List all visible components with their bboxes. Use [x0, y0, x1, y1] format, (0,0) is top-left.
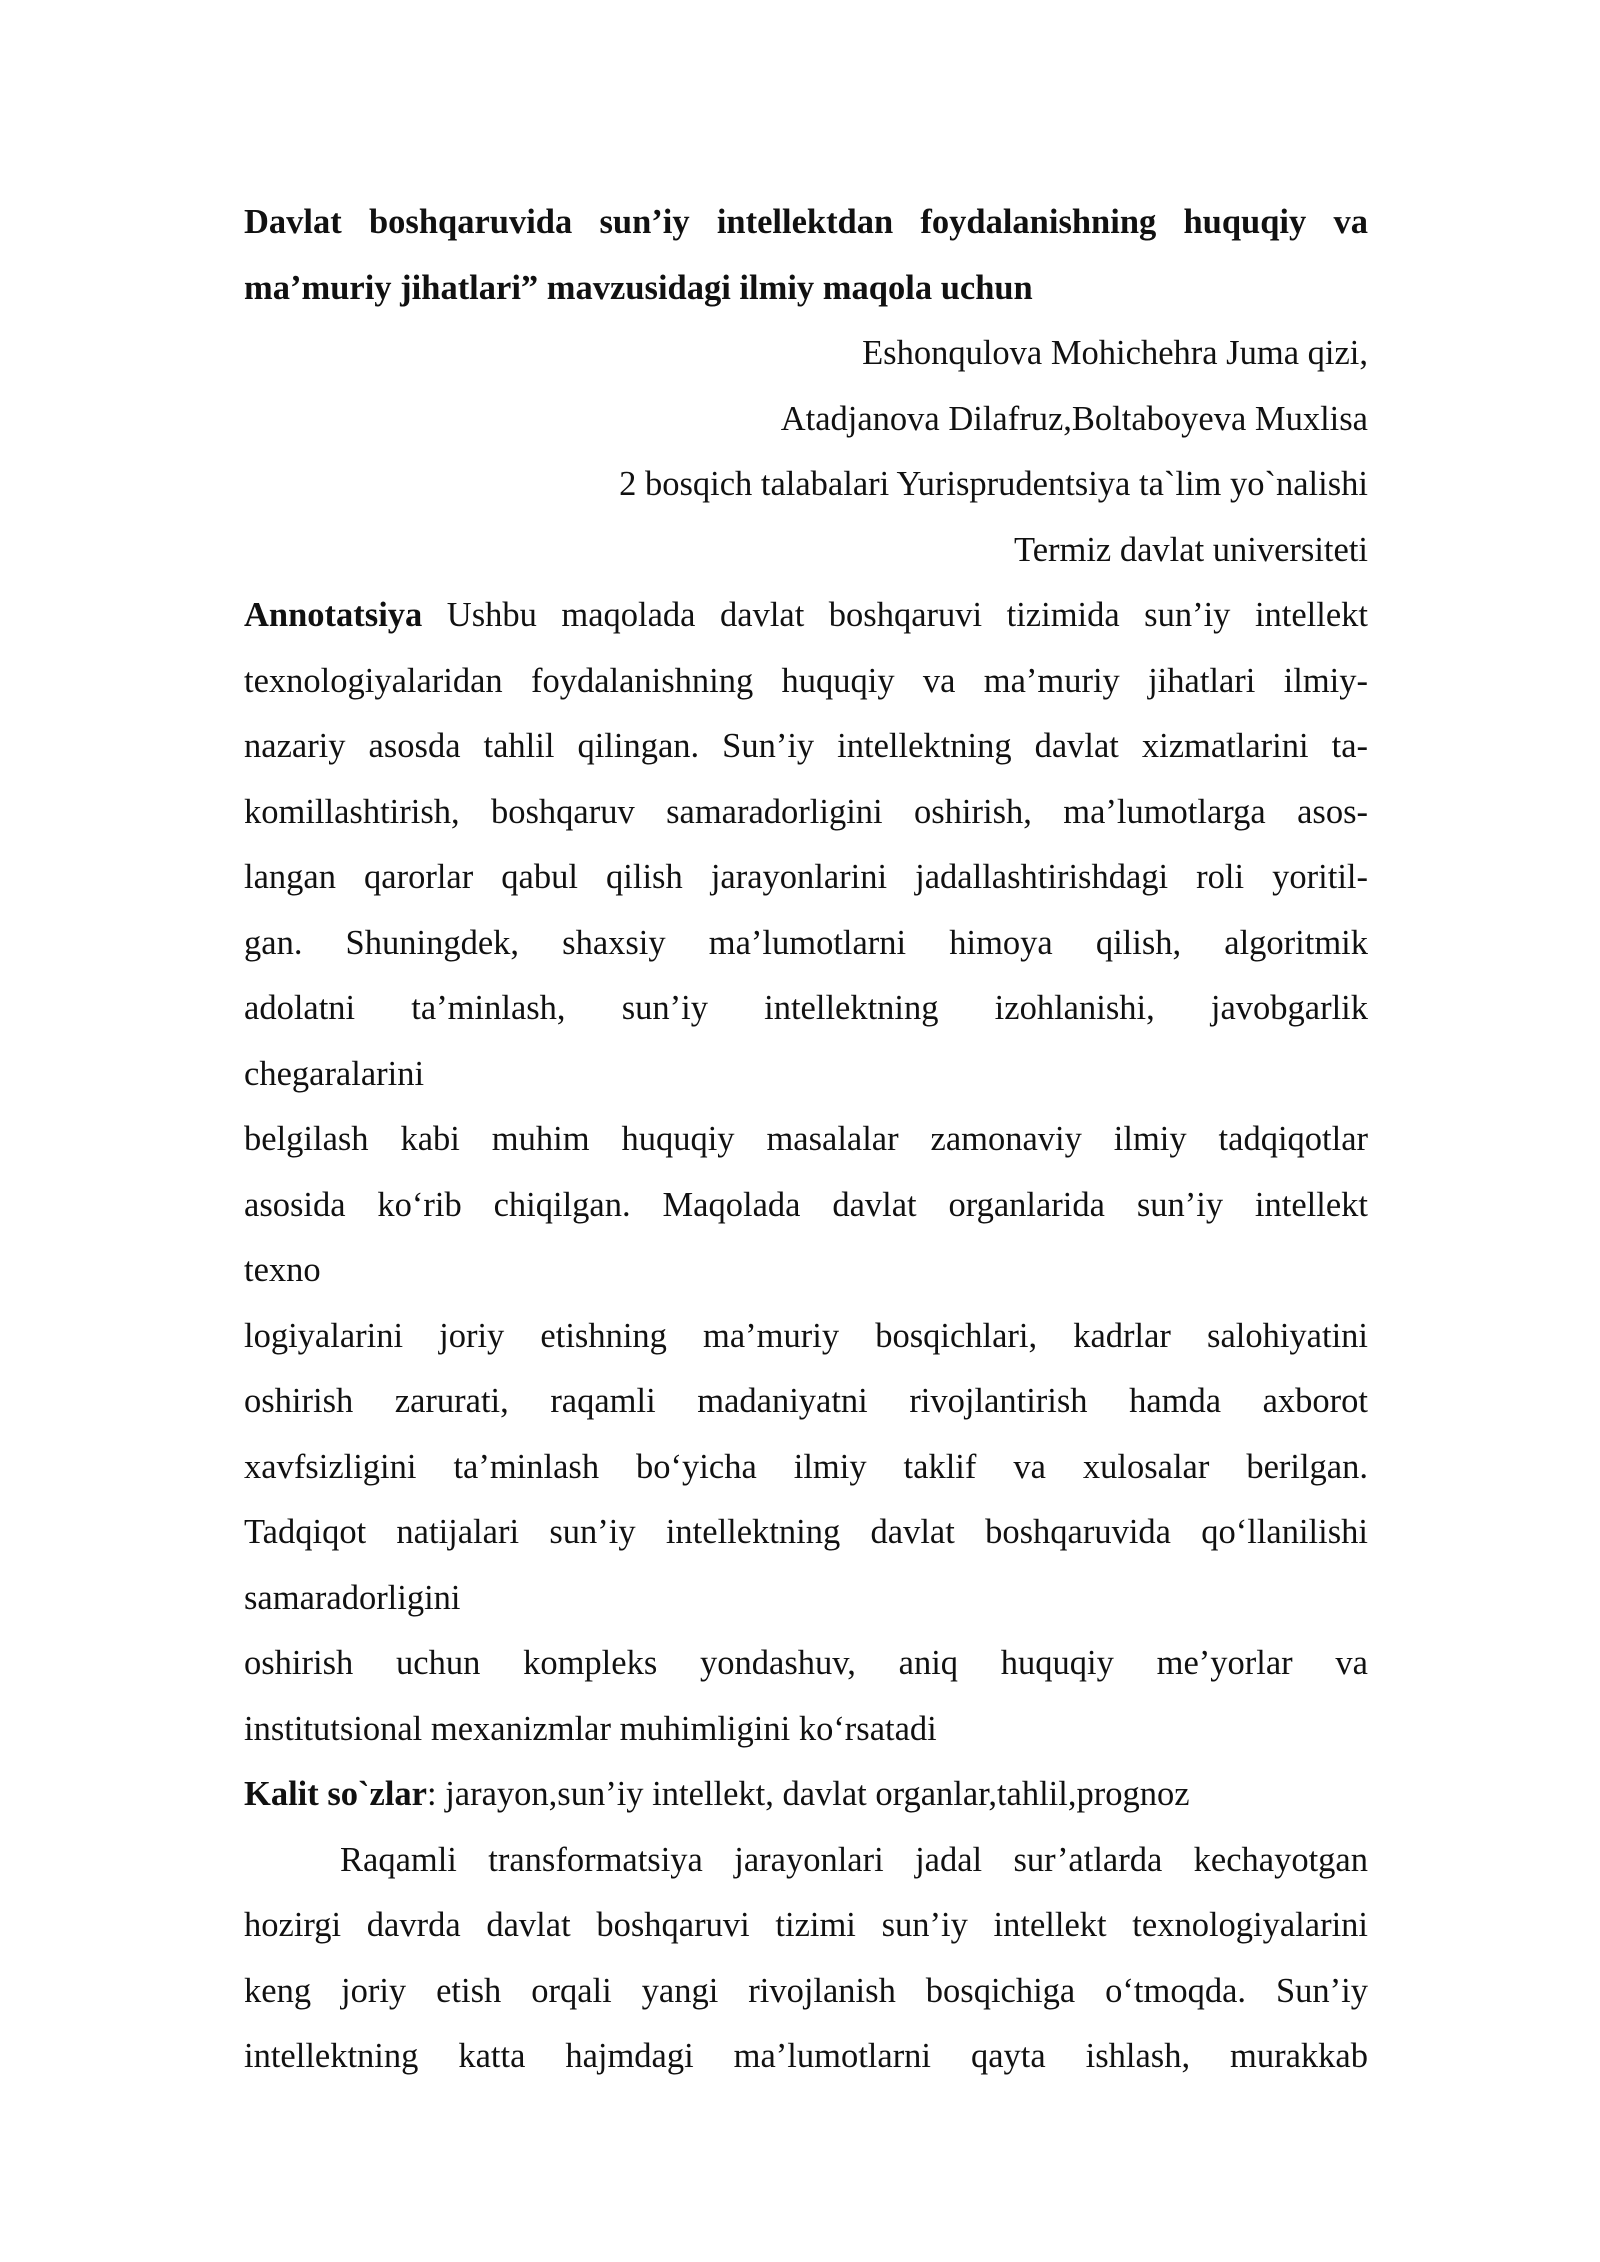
abstract-line: gan. Shuningdek, shaxsiy ma’lumotlarni himoya qilish, algoritmik	[244, 923, 1368, 962]
abstract-line: logiyalarini joriy etishning ma’muriy bosqichlari, kadrlar salohiyatini	[244, 1316, 1368, 1355]
author-block	[244, 321, 1368, 583]
keywords-text: : jarayon,sun’iy intellekt, davlat organlar,tahlil,prognoz	[427, 1775, 1190, 1813]
body-line: Raqamli transformatsiya jarayonlari jadal sur’atlarda kechayotgan	[340, 1840, 1368, 1879]
author-line: Atadjanova Dilafruz,Boltaboyeva Muxlisa	[780, 399, 1368, 438]
abstract-line: institutsional mexanizmlar muhimligini ko‘rsatadi	[244, 1709, 937, 1748]
abstract-line: chegaralarini	[244, 1054, 425, 1093]
body-line: intellektning katta hajmdagi ma’lumotlarni qayta ishlash, murakkab	[244, 2037, 1368, 2075]
abstract-line: texnologiyalaridan foydalanishning huquqiy va ma’muriy jihatlari ilmiy-	[244, 661, 1368, 700]
abstract-line: langan qarorlar qabul qilish jarayonlarini jadallashtirishdagi roli yoritil-	[244, 858, 1368, 896]
university-line: Termiz davlat universiteti	[1014, 530, 1368, 569]
keywords-line	[244, 1762, 1368, 1828]
abstract-line: Tadqiqot natijalari sun’iy intellektning davlat boshqaruvida qo‘llanilishi	[244, 1513, 1368, 1551]
abstract-line: samaradorligini	[244, 1578, 461, 1617]
abstract-label: Annotatsiya	[244, 596, 423, 634]
author-affiliation-line: 2 bosqich talabalari Yurisprudentsiya ta`lim yo`nalishi	[619, 465, 1368, 503]
abstract-line	[244, 583, 1368, 649]
abstract-text: Ushbu maqolada davlat boshqaruvi tizimida sun’iy intellekt	[422, 596, 1368, 634]
abstract-line: xavfsizligini ta’minlash bo‘yicha ilmiy taklif va xulosalar berilgan.	[244, 1447, 1368, 1486]
abstract-line: asosida ko‘rib chiqilgan. Maqolada davlat organlarida sun’iy intellekt	[244, 1185, 1368, 1224]
document-body	[244, 190, 1368, 2090]
keywords-label: Kalit so`zlar	[244, 1775, 427, 1813]
abstract-line: oshirish zarurati, raqamli madaniyatni rivojlantirish hamda axborot	[244, 1382, 1368, 1420]
author-line: Eshonqulova Mohichehra Juma qizi,	[862, 334, 1368, 372]
abstract-line: texno	[244, 1251, 321, 1289]
abstract-paragraph	[244, 583, 1368, 1762]
title-line: Davlat boshqaruvida sun’iy intellektdan foydalanishning huquqiy va	[244, 203, 1368, 241]
abstract-line: komillashtirish, boshqaruv samaradorligini oshirish, ma’lumotlarga asos-	[244, 792, 1368, 831]
abstract-line: belgilash kabi muhim huquqiy masalalar zamonaviy ilmiy tadqiqotlar	[244, 1120, 1368, 1158]
article-title	[244, 190, 1368, 321]
abstract-line: oshirish uchun kompleks yondashuv, aniq huquqiy me’yorlar va	[244, 1644, 1368, 1682]
body-line: keng joriy etish orqali yangi rivojlanish bosqichiga o‘tmoqda. Sun’iy	[244, 1971, 1368, 2010]
body-paragraph	[244, 1828, 1368, 2090]
title-line: ma’muriy jihatlari” mavzusidagi ilmiy maqola uchun	[244, 268, 1033, 307]
abstract-line: adolatni ta’minlash, sun’iy intellektning izohlanishi, javobgarlik	[244, 989, 1368, 1027]
keywords-paragraph	[244, 1762, 1368, 1828]
abstract-line: nazariy asosda tahlil qilingan. Sun’iy intellektning davlat xizmatlarini ta-	[244, 727, 1368, 765]
body-line: hozirgi davrda davlat boshqaruvi tizimi sun’iy intellekt texnologiyalarini	[244, 1906, 1368, 1944]
